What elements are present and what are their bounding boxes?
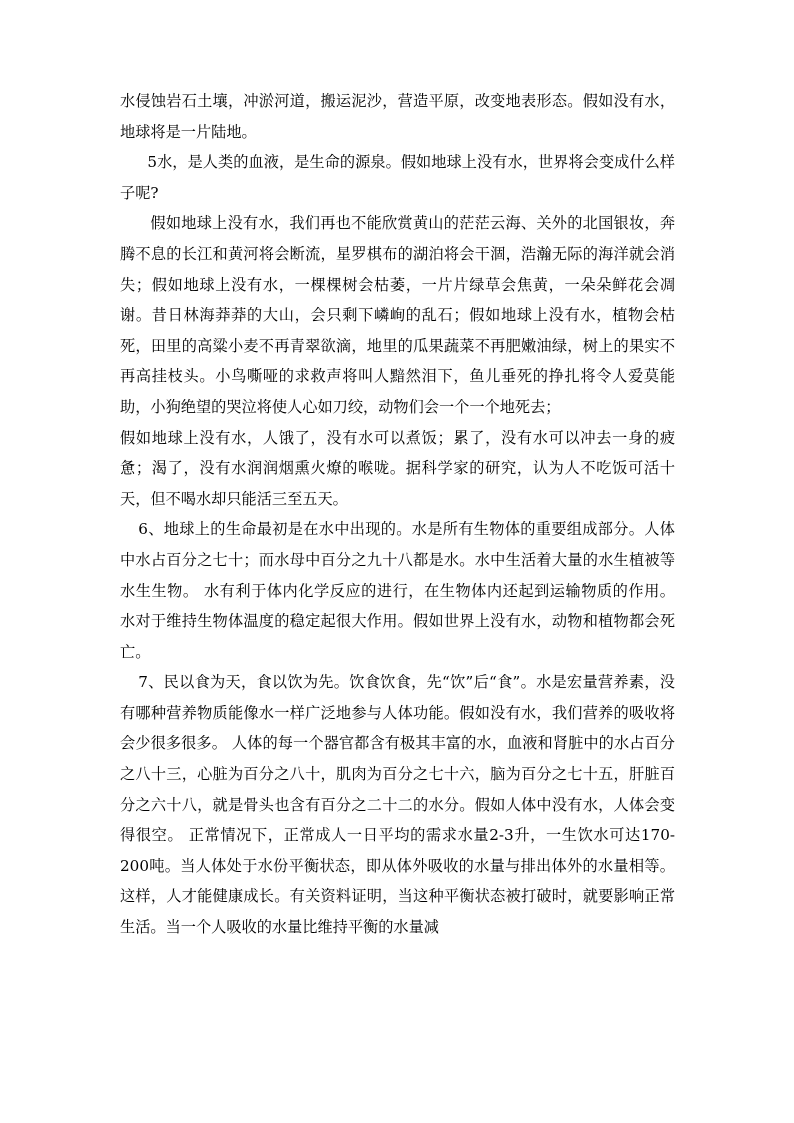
paragraph-no-water-humans: 假如地球上没有水，人饿了，没有水可以煮饭；累了，没有水可以冲去一身的疲惫；渴了，没有水润润烟熏火燎的喉咙。据科学家的研究，认为人不吃饭可活十天，但不喝水却只能活三至五天。 (120, 428, 675, 508)
paragraph-6-origin-of-life: 6、地球上的生命最初是在水中出现的。水是所有生物体的重要组成部分。人体中水占百分之七十；而水母中百分之九十八都是水。水中生活着大量的水生植被等水生生物。 水有利于体内化学反应的进行，在生物体内还起到运输物质的作用。 水对于维持生物体温度的稳定起很大作用。假如世界上没有水，动物和植物都会死亡。 (120, 520, 675, 661)
document-page (120, 86, 675, 943)
paragraph-no-water-scenery: 假如地球上没有水，我们再也不能欣赏黄山的茫茫云海、关外的北国银妆，奔腾不息的长江和黄河将会断流，星罗棋布的湖泊将会干涸，浩瀚无际的海洋就会消失；假如地球上没有水，一棵棵树会枯萎，一片片绿草会焦黄，一朵朵鲜花会凋谢。昔日林海莽莽的大山，会只剩下嶙峋的乱石；假如地球上没有水，植物会枯死，田里的高粱小麦不再青翠欲滴，地里的瓜果蔬菜不再肥嫩油绿，树上的果实不再高挂枝头。小鸟嘶哑的求救声将叫人黯然泪下，鱼儿垂死的挣扎将令人爱莫能助，小狗绝望的哭泣将使人心如刀绞，动物们会一个一个地死去； (120, 214, 675, 416)
paragraph-erosion: 水侵蚀岩石土壤，冲淤河道，搬运泥沙，营造平原，改变地表形态。假如没有水，地球将是一片陆地。 (120, 92, 675, 141)
paragraph-5-blood-of-humanity: 5水，是人类的血液，是生命的源泉。假如地球上没有水，世界将会变成什么样子呢? (120, 153, 675, 202)
paragraph-7-nutrition: 7、民以食为天，食以饮为先。饮食饮食，先“饮”后“食”。水是宏量营养素，没有哪种营养物质能像水一样广泛地参与人体功能。假如没有水，我们营养的吸收将会少很多很多。 人体的每一个器官都含有极其丰富的水，血液和肾脏中的水占百分之八十三，心脏为百分之八十，肌肉为百分之七十六，脑为百分之七十五，肝脏百分之六十八，就是骨头也含有百分之二十二的水分。假如人体中没有水，人体会变得很空。 正常情况下，正常成人一日平均的需求水量2-3升，一生饮水可达170-200吨。当人体处于水份平衡状态，即从体外吸收的水量与排出体外的水量相等。这样，人才能健康成长。有关资料证明，当这种平衡状态被打破时，就要影响正常生活。当一个人吸收的水量比维持平衡的水量减 (120, 673, 675, 937)
